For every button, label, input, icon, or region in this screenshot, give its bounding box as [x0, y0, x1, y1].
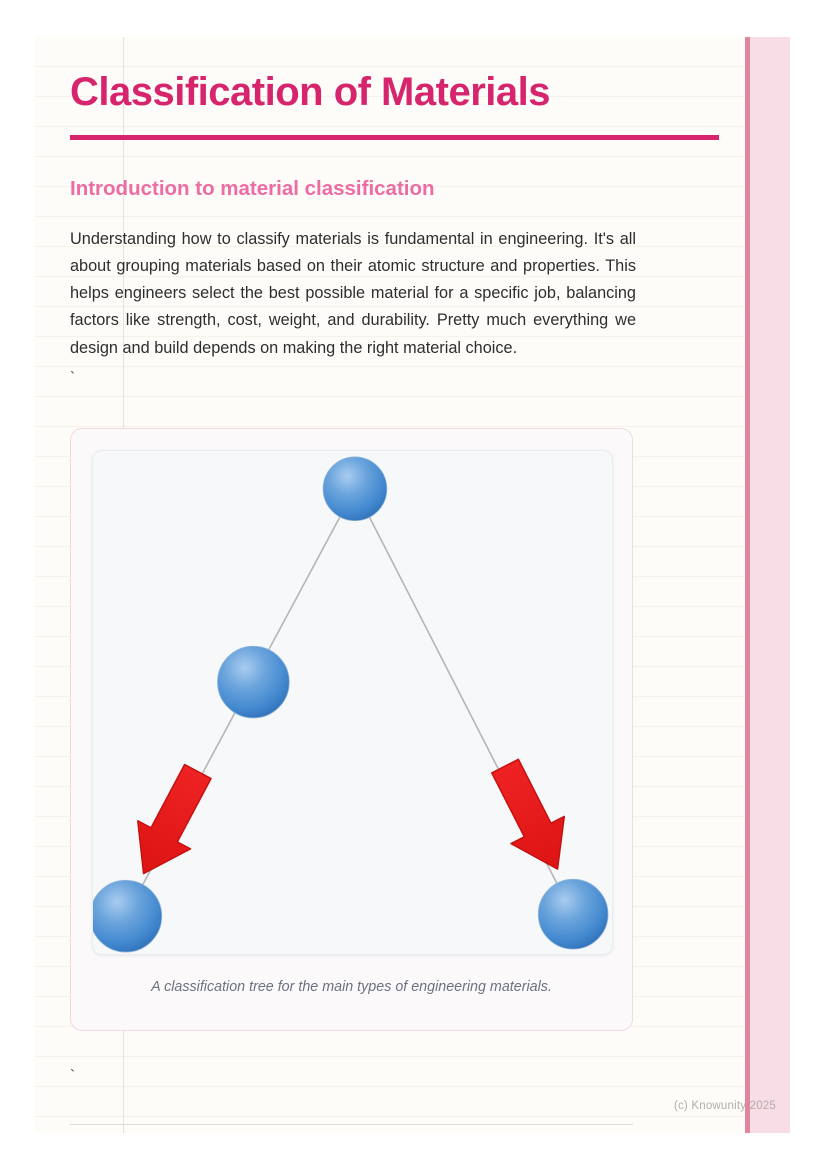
pink-side-stripe [745, 37, 790, 1133]
stray-backtick-bottom: ` [70, 1067, 75, 1085]
figure-panel [92, 450, 613, 955]
red-arrow-left-icon [117, 758, 224, 888]
figure-caption: A classification tree for the main types of engineering materials. [151, 979, 552, 996]
figure-card [70, 428, 633, 1031]
title-divider [70, 135, 719, 140]
copyright-text: (c) Knowunity 2025 [673, 1100, 776, 1112]
footer-divider [70, 1124, 633, 1125]
intro-paragraph: Understanding how to classify materials is fundamental in engineering. It's all about grouping materials based on their atomic structure and properties. This helps engineers select the best possible material for a specific job, balancing factors like strength, cost, weight, and durability. Pretty much everything we design and build depends on making the right material choice. [70, 229, 636, 357]
stray-backtick-top: ` [70, 369, 75, 387]
tree-node-leaf-left [93, 880, 162, 952]
notebook-page [35, 37, 790, 1133]
page-content [70, 37, 719, 1087]
page-title: Classification of Materials [70, 70, 550, 114]
section-heading: Introduction to material classification [70, 177, 435, 200]
tree-node-root [323, 457, 387, 521]
tree-node-leaf-right [538, 879, 608, 949]
tree-node-branch-left [218, 646, 290, 718]
red-arrow-right-icon [478, 753, 584, 883]
classification-tree-diagram [93, 451, 614, 956]
